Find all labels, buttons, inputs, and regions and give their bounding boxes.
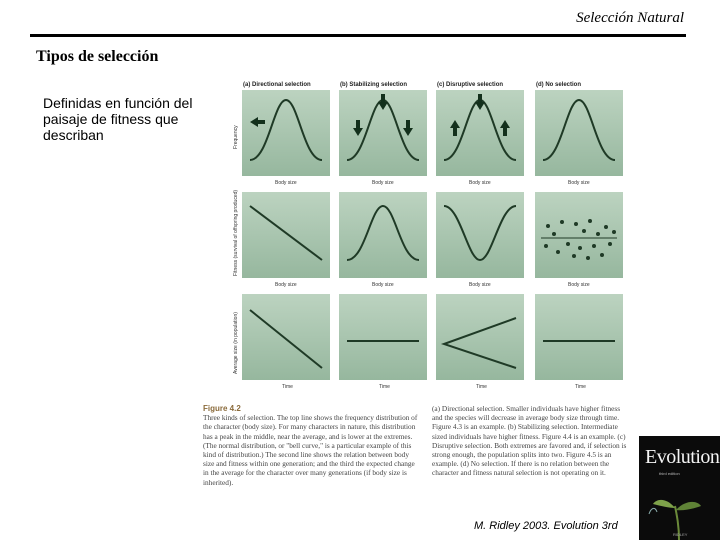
panel-disruptive-fitness [436,192,524,278]
scatter-point [552,232,556,236]
scatter-point [572,254,576,258]
panel-none-time [535,294,623,380]
xlabel-time: Time [476,384,487,390]
column-title-disruptive: (c) Disruptive selection [437,82,504,88]
row-ylabel-average-size: Average size (in population) [233,312,239,374]
scatter-point [588,219,592,223]
xlabel-time: Time [575,384,586,390]
figure-caption-left-text: Three kinds of selection. The top line shows the frequency distribution of the character (body size). For many characters in nature, this distribution has a peak in the middle, near the average, and is lower at the extremes. (The normal distribution, or "bell curve," is a particular example of this kind of distribution.) The second line shows the relation between body size and fitness within one generation; and the third the expected change in the average for the character over many generations (if body size is inherited). [203,413,418,487]
row-ylabel-fitness: Fitness (survival of offspring produced) [233,189,239,276]
panel-none-frequency [535,90,623,176]
column-title-directional: (a) Directional selection [243,82,311,88]
xlabel-body-size: Body size [275,282,297,288]
xlabel-body-size: Body size [372,282,394,288]
xlabel-time: Time [282,384,293,390]
scatter-point [566,242,570,246]
xlabel-body-size: Body size [568,180,590,186]
figure-caption-left [203,404,421,487]
selection-figure [228,76,628,396]
plant-sprout-icon [639,436,720,540]
scatter-point [596,232,600,236]
scatter-point [592,244,596,248]
xlabel-body-size: Body size [469,282,491,288]
scatter-point [578,246,582,250]
column-title-stabilizing: (b) Stabilizing selection [340,82,408,88]
xlabel-body-size: Body size [372,180,394,186]
scatter-point [556,250,560,254]
xlabel-time: Time [379,384,390,390]
panel-none-fitness [535,192,623,278]
panel-stabilizing-time [339,294,427,380]
book-cover-image [639,436,720,540]
citation: M. Ridley 2003. Evolution 3rd [474,520,618,532]
panel-directional-time [242,294,330,380]
scatter-point [574,222,578,226]
scatter-point [608,242,612,246]
header-title: Selección Natural [576,10,684,26]
scatter-point [600,253,604,257]
column-title-none: (d) No selection [536,82,582,88]
scatter-point [612,230,616,234]
header-rule [30,34,686,37]
book-cover-author: RIDLEY [673,532,688,537]
xlabel-body-size: Body size [275,180,297,186]
slide-body-text: Definidas en función del paisaje de fitness que describan [43,95,193,143]
panel-stabilizing-fitness [339,192,427,278]
figure-caption-heading: Figure 4.2 [203,404,241,413]
scatter-point [586,256,590,260]
scatter-point [582,229,586,233]
slide-title: Tipos de selección [36,48,159,65]
scatter-point [560,220,564,224]
xlabel-body-size: Body size [568,282,590,288]
scatter-point [546,224,550,228]
row-ylabel-frequency: Frequency [233,125,239,149]
scatter-point [544,244,548,248]
panel-directional-fitness [242,192,330,278]
book-cover-title: Evolution [645,446,720,468]
xlabel-body-size: Body size [469,180,491,186]
book-cover-subtitle: third edition [659,471,680,476]
scatter-point [604,225,608,229]
figure-caption-right: (a) Directional selection. Smaller individuals have higher fitness and the species will decrease in average body size through time. Figure 4.3 is an example. (b) Stabilizing selection. Intermediate sized individuals have higher fitness. Figure 4.4 is an example. (c) Disruptive selection. Both extremes are favored and, if selection is strong enough, the population splits into two. Figure 4.5 is an example. (d) No selection. If there is no relation between the character and fitness natural selection is not operating on it. [432,404,627,478]
panel-directional-frequency [242,90,330,176]
